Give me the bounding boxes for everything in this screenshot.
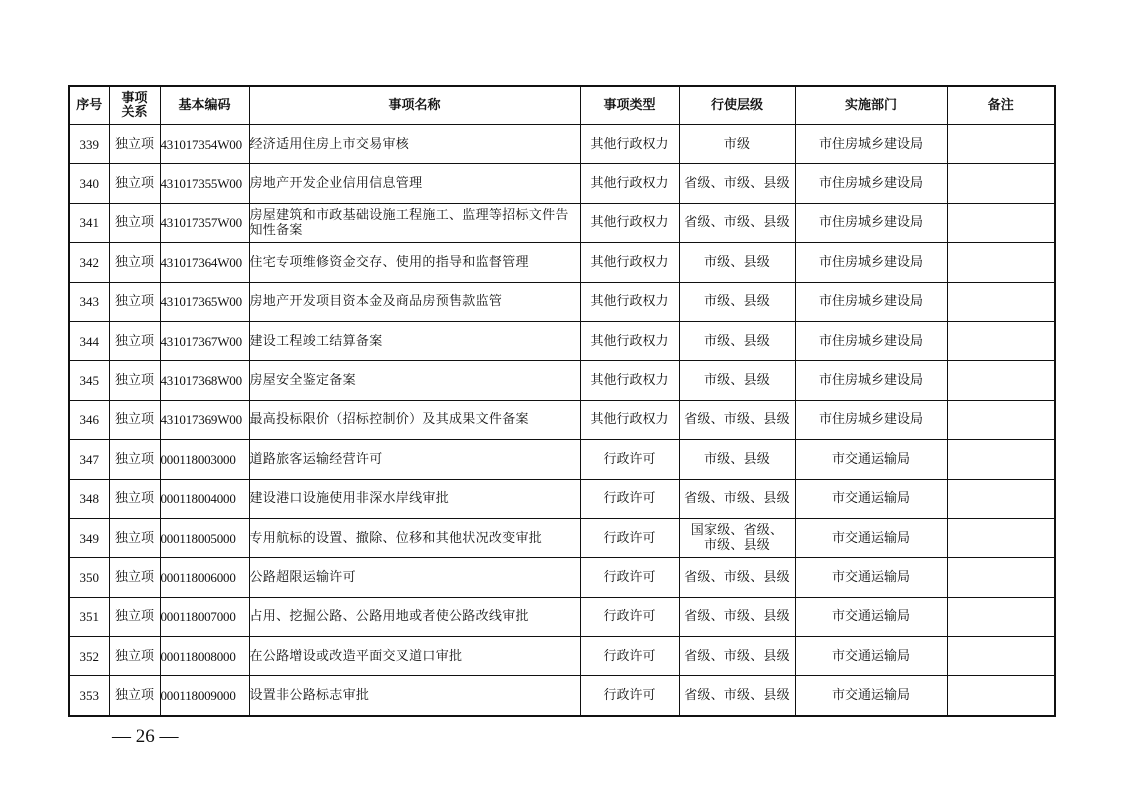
cell-name: 住宅专项维修资金交存、使用的指导和监督管理	[249, 243, 580, 282]
cell-seq: 343	[69, 282, 109, 321]
cell-name: 房屋建筑和市政基础设施工程施工、监理等招标文件告知性备案	[249, 203, 580, 242]
cell-seq: 341	[69, 203, 109, 242]
cell-relation: 独立项	[109, 164, 160, 203]
header-dept: 实施部门	[795, 86, 947, 125]
cell-dept: 市住房城乡建设局	[795, 243, 947, 282]
cell-code: 431017365W00	[160, 282, 249, 321]
cell-name: 专用航标的设置、撤除、位移和其他状况改变审批	[249, 518, 580, 557]
cell-note	[947, 440, 1055, 479]
cell-seq: 349	[69, 518, 109, 557]
cell-type: 其他行政权力	[580, 164, 679, 203]
cell-level: 省级、市级、县级	[679, 164, 795, 203]
cell-dept: 市住房城乡建设局	[795, 125, 947, 164]
cell-dept: 市交通运输局	[795, 597, 947, 636]
table-row	[69, 400, 1055, 439]
cell-relation: 独立项	[109, 558, 160, 597]
cell-name: 房地产开发项目资本金及商品房预售款监管	[249, 282, 580, 321]
cell-type: 其他行政权力	[580, 282, 679, 321]
cell-name: 道路旅客运输经营许可	[249, 440, 580, 479]
cell-level: 省级、市级、县级	[679, 597, 795, 636]
cell-name: 最高投标限价（招标控制价）及其成果文件备案	[249, 400, 580, 439]
cell-note	[947, 125, 1055, 164]
header-code: 基本编码	[160, 86, 249, 125]
cell-name: 占用、挖掘公路、公路用地或者使公路改线审批	[249, 597, 580, 636]
cell-dept: 市交通运输局	[795, 676, 947, 716]
cell-relation: 独立项	[109, 125, 160, 164]
cell-code: 431017355W00	[160, 164, 249, 203]
cell-type: 其他行政权力	[580, 125, 679, 164]
table-row	[69, 676, 1055, 716]
cell-level: 省级、市级、县级	[679, 558, 795, 597]
header-seq: 序号	[69, 86, 109, 125]
cell-type: 其他行政权力	[580, 400, 679, 439]
cell-level: 市级、县级	[679, 282, 795, 321]
cell-type: 行政许可	[580, 597, 679, 636]
cell-dept: 市住房城乡建设局	[795, 400, 947, 439]
cell-code: 431017357W00	[160, 203, 249, 242]
cell-type: 行政许可	[580, 637, 679, 676]
cell-relation: 独立项	[109, 243, 160, 282]
cell-note	[947, 400, 1055, 439]
cell-code: 431017354W00	[160, 125, 249, 164]
cell-dept: 市交通运输局	[795, 637, 947, 676]
cell-code: 000118009000	[160, 676, 249, 716]
table-body	[69, 125, 1055, 716]
cell-relation: 独立项	[109, 400, 160, 439]
cell-note	[947, 597, 1055, 636]
table-row	[69, 597, 1055, 636]
cell-name: 设置非公路标志审批	[249, 676, 580, 716]
cell-note	[947, 676, 1055, 716]
cell-relation: 独立项	[109, 637, 160, 676]
cell-name: 房屋安全鉴定备案	[249, 361, 580, 400]
cell-dept: 市交通运输局	[795, 440, 947, 479]
cell-name: 建设工程竣工结算备案	[249, 321, 580, 360]
cell-code: 000118008000	[160, 637, 249, 676]
cell-name: 在公路增设或改造平面交叉道口审批	[249, 637, 580, 676]
cell-seq: 347	[69, 440, 109, 479]
cell-seq: 346	[69, 400, 109, 439]
header-note: 备注	[947, 86, 1055, 125]
cell-seq: 344	[69, 321, 109, 360]
cell-type: 行政许可	[580, 558, 679, 597]
header-relation-text: 事项 关系	[121, 90, 148, 120]
table-row	[69, 164, 1055, 203]
cell-relation: 独立项	[109, 361, 160, 400]
cell-type: 其他行政权力	[580, 203, 679, 242]
cell-seq: 351	[69, 597, 109, 636]
cell-code: 000118004000	[160, 479, 249, 518]
cell-type: 其他行政权力	[580, 361, 679, 400]
cell-code: 431017367W00	[160, 321, 249, 360]
cell-relation: 独立项	[109, 203, 160, 242]
cell-dept: 市交通运输局	[795, 479, 947, 518]
cell-relation: 独立项	[109, 321, 160, 360]
cell-dept: 市住房城乡建设局	[795, 203, 947, 242]
cell-note	[947, 479, 1055, 518]
cell-name: 经济适用住房上市交易审核	[249, 125, 580, 164]
items-table	[68, 85, 1056, 717]
cell-note	[947, 321, 1055, 360]
cell-dept: 市住房城乡建设局	[795, 164, 947, 203]
cell-seq: 342	[69, 243, 109, 282]
table-row	[69, 479, 1055, 518]
cell-code: 000118003000	[160, 440, 249, 479]
cell-type: 行政许可	[580, 676, 679, 716]
cell-level: 市级、县级	[679, 361, 795, 400]
cell-note	[947, 164, 1055, 203]
table-row	[69, 361, 1055, 400]
cell-level: 省级、市级、县级	[679, 479, 795, 518]
cell-dept: 市交通运输局	[795, 558, 947, 597]
cell-seq: 352	[69, 637, 109, 676]
cell-seq: 353	[69, 676, 109, 716]
cell-level: 市级、县级	[679, 440, 795, 479]
cell-type: 其他行政权力	[580, 321, 679, 360]
cell-dept: 市住房城乡建设局	[795, 361, 947, 400]
cell-dept: 市交通运输局	[795, 518, 947, 557]
cell-code: 431017368W00	[160, 361, 249, 400]
cell-name: 建设港口设施使用非深水岸线审批	[249, 479, 580, 518]
cell-type: 行政许可	[580, 479, 679, 518]
cell-type: 行政许可	[580, 440, 679, 479]
cell-note	[947, 203, 1055, 242]
cell-relation: 独立项	[109, 597, 160, 636]
cell-level: 国家级、省级、 市级、县级	[679, 518, 795, 557]
cell-relation: 独立项	[109, 676, 160, 716]
cell-note	[947, 637, 1055, 676]
cell-level: 市级	[679, 125, 795, 164]
cell-relation: 独立项	[109, 479, 160, 518]
cell-level: 省级、市级、县级	[679, 203, 795, 242]
cell-code: 431017369W00	[160, 400, 249, 439]
table-row	[69, 637, 1055, 676]
cell-code: 000118006000	[160, 558, 249, 597]
cell-dept: 市住房城乡建设局	[795, 321, 947, 360]
cell-name: 公路超限运输许可	[249, 558, 580, 597]
cell-code: 000118005000	[160, 518, 249, 557]
table-row	[69, 125, 1055, 164]
table-row	[69, 558, 1055, 597]
cell-note	[947, 558, 1055, 597]
cell-note	[947, 518, 1055, 557]
header-name: 事项名称	[249, 86, 580, 125]
cell-code: 000118007000	[160, 597, 249, 636]
table-row	[69, 282, 1055, 321]
cell-level: 省级、市级、县级	[679, 676, 795, 716]
cell-seq: 339	[69, 125, 109, 164]
cell-relation: 独立项	[109, 282, 160, 321]
cell-relation: 独立项	[109, 440, 160, 479]
cell-level: 省级、市级、县级	[679, 400, 795, 439]
cell-note	[947, 361, 1055, 400]
table-row	[69, 243, 1055, 282]
cell-name: 房地产开发企业信用信息管理	[249, 164, 580, 203]
cell-type: 其他行政权力	[580, 243, 679, 282]
cell-seq: 340	[69, 164, 109, 203]
cell-note	[947, 282, 1055, 321]
table-row	[69, 440, 1055, 479]
cell-seq: 345	[69, 361, 109, 400]
cell-note	[947, 243, 1055, 282]
page-number: — 26 —	[112, 726, 179, 747]
cell-level: 省级、市级、县级	[679, 637, 795, 676]
table-row	[69, 321, 1055, 360]
cell-dept: 市住房城乡建设局	[795, 282, 947, 321]
cell-type: 行政许可	[580, 518, 679, 557]
cell-level: 市级、县级	[679, 243, 795, 282]
cell-level: 市级、县级	[679, 321, 795, 360]
cell-relation: 独立项	[109, 518, 160, 557]
cell-seq: 350	[69, 558, 109, 597]
table-row	[69, 203, 1055, 242]
header-type: 事项类型	[580, 86, 679, 125]
cell-code: 431017364W00	[160, 243, 249, 282]
table-row	[69, 518, 1055, 557]
header-level: 行使层级	[679, 86, 795, 125]
header-relation	[109, 86, 160, 125]
table-header-row	[69, 86, 1055, 125]
cell-seq: 348	[69, 479, 109, 518]
